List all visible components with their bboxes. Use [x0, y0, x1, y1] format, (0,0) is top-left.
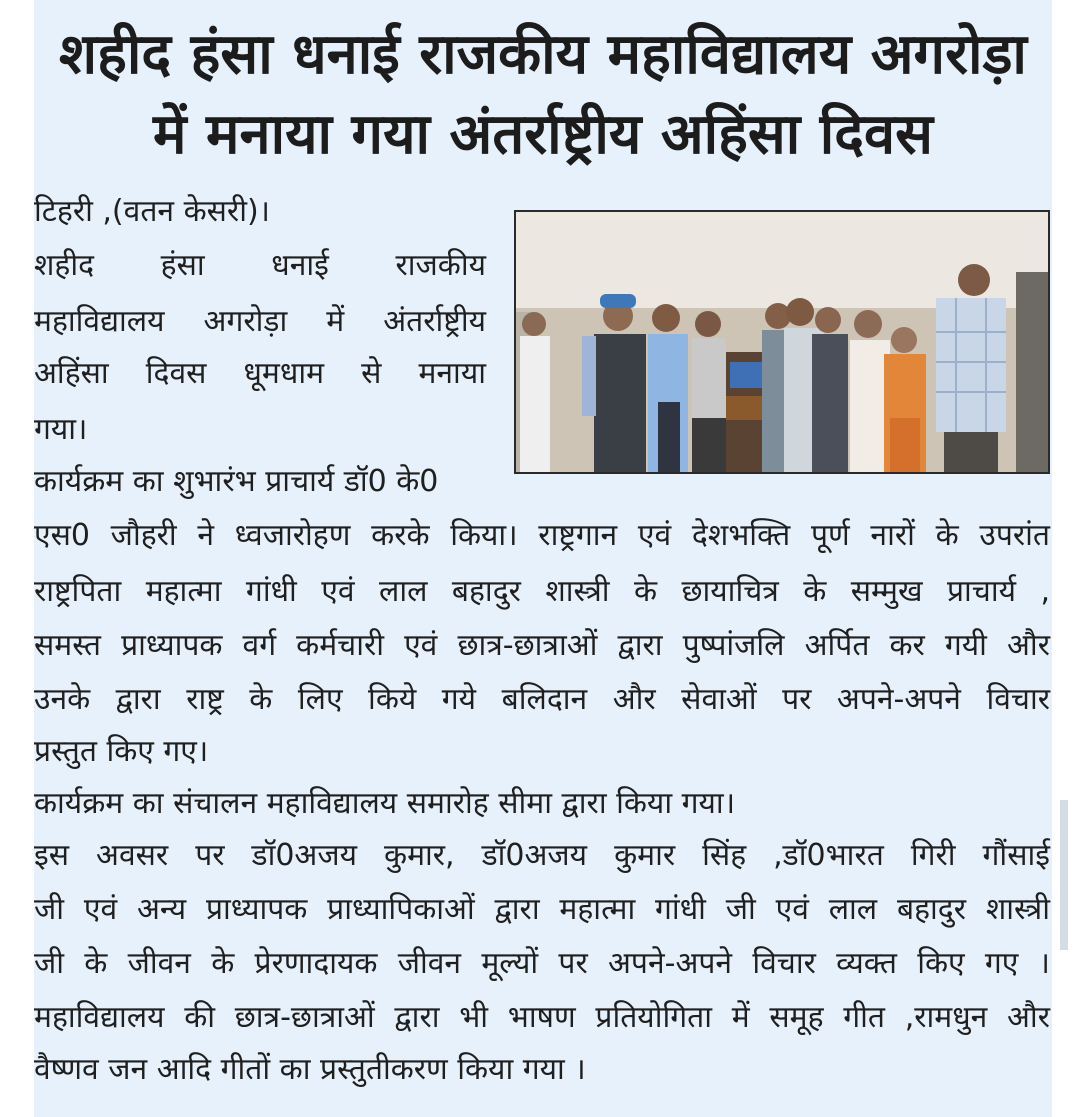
body-line: जी एवं अन्य प्राध्यापक प्राध्यापिकाओं द्वारा महात्मा गांधी जी एवं लाल बहादुर शास्त्री [34, 892, 1050, 927]
headline-line-2: में मनाया गया अंतर्राष्ट्रीय अहिंसा दिवस [153, 102, 933, 167]
body-line: राष्ट्रपिता महात्मा गांधी एवं लाल बहादुर शास्त्री के छायाचित्र के सम्मुख प्राचार्य , [34, 574, 1050, 609]
body-line: गया। [34, 412, 88, 447]
body-line: कार्यक्रम का शुभारंभ प्राचार्य डॉ0 के0 [34, 464, 439, 499]
body-line: इस अवसर पर डॉ0अजय कुमार, डॉ0अजय कुमार सिंह ,डॉ0भारत गिरी गौंसाई [34, 838, 1050, 873]
body-line: जी के जीवन के प्रेरणादायक जीवन मूल्यों पर अपने-अपने विचार व्यक्त किए गए । [34, 946, 1050, 981]
body-line: शहीद हंसा धनाई राजकीय [34, 248, 486, 283]
body-line: महाविद्यालय की छात्र-छात्राओं द्वारा भी भाषण प्रतियोगिता में समूह गीत ,रामधुन और [34, 1000, 1050, 1035]
body-line: वैष्णव जन आदि गीतों का प्रस्तुतीकरण किया गया । [34, 1052, 586, 1087]
body-line: अहिंसा दिवस धूमधाम से मनाया [34, 356, 486, 391]
dateline: टिहरी ,(वतन केसरी)। [34, 194, 271, 229]
body-line: महाविद्यालय अगरोड़ा में अंतर्राष्ट्रीय [34, 304, 486, 339]
headline-line-1: शहीद हंसा धनाई राजकीय महाविद्यालय अगरोड़ा [59, 22, 1027, 87]
body-line: कार्यक्रम का संचालन महाविद्यालय समारोह सीमा द्वारा किया गया। [34, 786, 736, 821]
page-edge-shadow [1060, 800, 1068, 950]
body-line: समस्त प्राध्यापक वर्ग कर्मचारी एवं छात्र-छात्राओं द्वारा पुष्पांजलि अर्पित कर गयी और [34, 628, 1050, 663]
body-line: प्रस्तुत किए गए। [34, 734, 209, 769]
event-photo [514, 210, 1050, 474]
body-line: उनके द्वारा राष्ट्र के लिए किये गये बलिदान और सेवाओं पर अपने-अपने विचार [34, 682, 1050, 717]
body-line: एस0 जौहरी ने ध्वजारोहण करके किया। राष्ट्रगान एवं देशभक्ति पूर्ण नारों के उपरांत [34, 518, 1050, 553]
